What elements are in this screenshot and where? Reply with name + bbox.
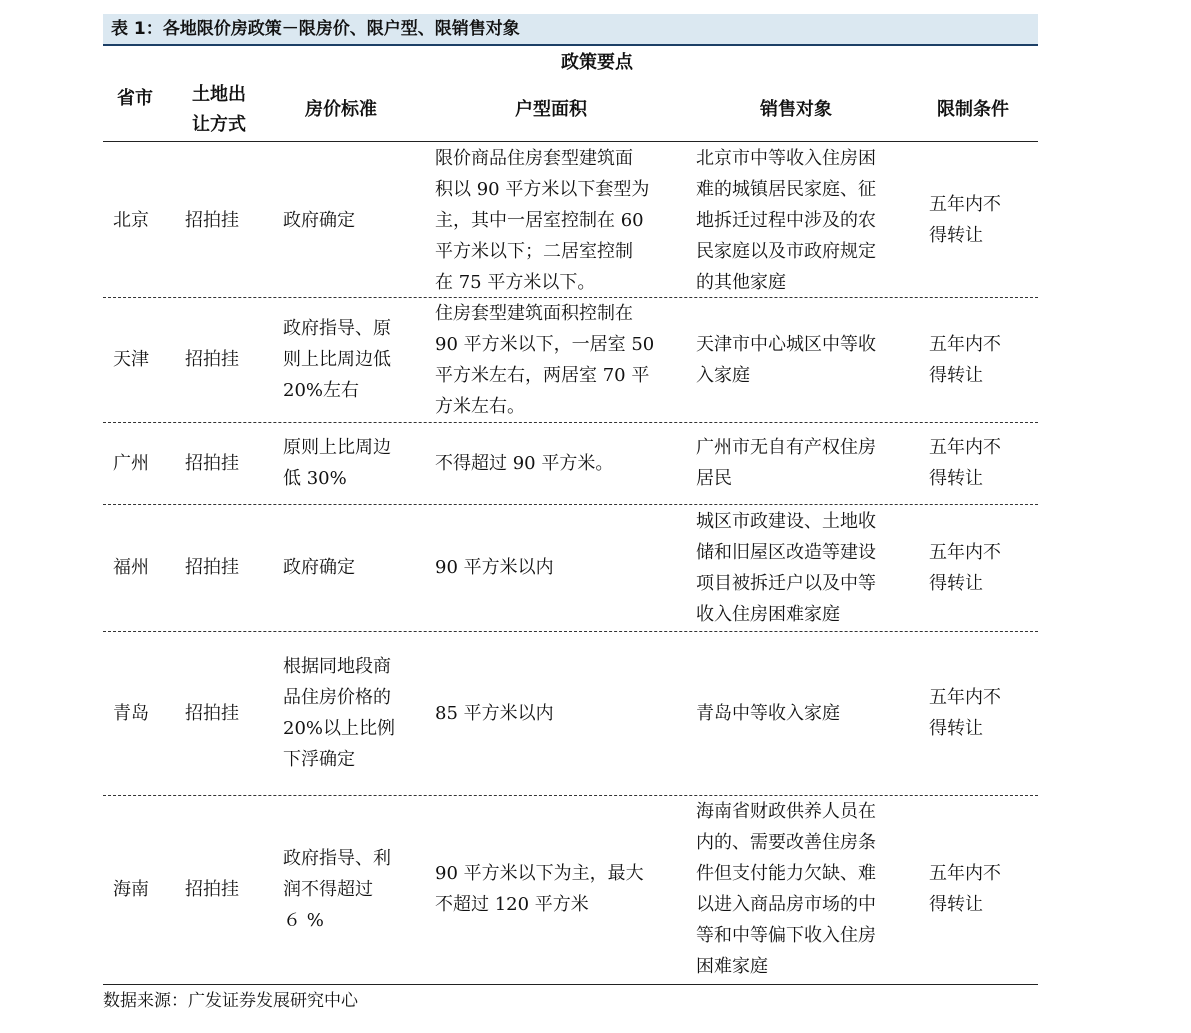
row-1-area-cell [435, 143, 649, 298]
row-3-land-line: 招拍挂 [185, 453, 239, 474]
row-1-city-line: 北京 [113, 210, 149, 231]
row-4-city-cell [113, 552, 149, 583]
row-5-area-cell [435, 698, 554, 729]
row-6-price-line: ６ % [283, 910, 324, 931]
row-4-price-line: 政府确定 [283, 557, 355, 578]
table-bottom-rule [103, 984, 1038, 985]
row-1-area-line: 主，其中一居室控制在 60 [435, 210, 644, 231]
row-divider [103, 422, 1038, 423]
row-4-restriction-line: 得转让 [929, 573, 983, 594]
row-4-city-line: 福州 [113, 557, 149, 578]
row-6-area-line: 90 平方米以下为主，最大 [435, 863, 644, 884]
row-4-target-line: 城区市政建设、土地收 [696, 511, 876, 532]
row-5-target-cell [696, 698, 840, 729]
header-land-method-line-2: 让方式 [192, 114, 246, 135]
row-divider [103, 795, 1038, 796]
row-5-restriction-cell [929, 682, 1001, 744]
row-3-area-cell [435, 448, 613, 479]
row-1-target-line: 北京市中等收入住房困 [696, 148, 876, 169]
row-3-city-line: 广州 [113, 453, 149, 474]
row-2-city-cell [113, 344, 149, 375]
row-6-area-cell [435, 858, 644, 920]
row-3-land-cell [185, 448, 239, 479]
row-2-price-line: 20%左右 [283, 380, 360, 401]
table-title: 表 1：各地限价房政策－限房价、限户型、限销售对象 [103, 14, 1038, 46]
row-4-area-cell [435, 552, 554, 583]
row-1-area-line: 限价商品住房套型建筑面 [435, 148, 633, 169]
row-1-land-cell [185, 205, 239, 236]
row-2-price-line: 政府指导、原 [283, 318, 391, 339]
row-6-land-cell [185, 874, 239, 905]
row-2-price-cell [283, 313, 391, 406]
row-1-restriction-cell [929, 189, 1001, 251]
row-1-area-line: 积以 90 平方米以下套型为 [435, 179, 650, 200]
row-6-restriction-line: 得转让 [929, 894, 983, 915]
row-5-restriction-line: 五年内不 [929, 687, 1001, 708]
row-2-land-line: 招拍挂 [185, 349, 239, 370]
row-1-target-line: 的其他家庭 [696, 272, 786, 293]
row-5-restriction-line: 得转让 [929, 718, 983, 739]
row-3-restriction-cell [929, 432, 1001, 494]
row-2-target-line: 天津市中心城区中等收 [696, 334, 876, 355]
header-sales-target: 销售对象 [760, 99, 832, 120]
row-5-price-cell [283, 651, 395, 775]
header-price-standard: 房价标准 [305, 99, 377, 120]
header-land-method [192, 80, 246, 140]
row-2-area-cell [435, 298, 654, 422]
row-3-target-cell [696, 432, 876, 494]
row-6-restriction-line: 五年内不 [929, 863, 1001, 884]
row-6-price-cell [283, 843, 391, 936]
row-2-target-line: 入家庭 [696, 365, 750, 386]
row-1-price-line: 政府确定 [283, 210, 355, 231]
row-1-land-line: 招拍挂 [185, 210, 239, 231]
row-6-target-line: 以进入商品房市场的中 [696, 894, 876, 915]
row-5-city-line: 青岛 [113, 703, 149, 724]
row-1-target-line: 难的城镇居民家庭、征 [696, 179, 876, 200]
row-4-restriction-cell [929, 537, 1001, 599]
row-1-target-cell [696, 143, 876, 298]
row-2-area-line: 90 平方米以下，一居室 50 [435, 334, 655, 355]
row-6-target-cell [696, 796, 876, 982]
header-policy-points: 政策要点 [561, 52, 633, 73]
row-5-price-line: 下浮确定 [283, 749, 355, 770]
header-restriction: 限制条件 [937, 99, 1009, 120]
row-2-restriction-line: 五年内不 [929, 334, 1001, 355]
row-2-area-line: 住房套型建筑面积控制在 [435, 303, 633, 324]
row-3-target-line: 广州市无自有产权住房 [696, 437, 876, 458]
row-2-target-cell [696, 329, 876, 391]
row-1-restriction-line: 得转让 [929, 225, 983, 246]
row-6-target-line: 海南省财政供养人员在 [696, 801, 876, 822]
row-4-target-line: 收入住房困难家庭 [696, 604, 840, 625]
row-4-price-cell [283, 552, 355, 583]
row-6-target-line: 等和中等偏下收入住房 [696, 925, 876, 946]
header-divider [103, 141, 1038, 142]
row-2-city-line: 天津 [113, 349, 149, 370]
row-6-area-line: 不超过 120 平方米 [435, 894, 589, 915]
row-3-price-cell [283, 432, 391, 494]
header-unit-area: 户型面积 [515, 99, 587, 120]
row-divider [103, 631, 1038, 632]
row-5-land-cell [185, 698, 239, 729]
row-2-area-line: 方米左右。 [435, 396, 525, 417]
row-4-area-line: 90 平方米以内 [435, 557, 554, 578]
row-6-restriction-cell [929, 858, 1001, 920]
header-province: 省市 [117, 88, 153, 109]
row-3-target-line: 居民 [696, 468, 732, 489]
row-4-target-cell [696, 506, 876, 630]
row-3-city-cell [113, 448, 149, 479]
row-5-land-line: 招拍挂 [185, 703, 239, 724]
row-1-price-cell [283, 205, 355, 236]
header-land-method-line-1: 土地出 [192, 84, 246, 105]
row-4-land-line: 招拍挂 [185, 557, 239, 578]
row-2-area-line: 平方米左右，两居室 70 平 [435, 365, 650, 386]
row-3-price-line: 低 30% [283, 468, 347, 489]
row-4-target-line: 项目被拆迁户以及中等 [696, 573, 876, 594]
row-3-restriction-line: 五年内不 [929, 437, 1001, 458]
row-3-restriction-line: 得转让 [929, 468, 983, 489]
row-6-target-line: 内的、需要改善住房条 [696, 832, 876, 853]
row-5-price-line: 20%以上比例 [283, 718, 396, 739]
row-divider [103, 504, 1038, 505]
row-6-city-cell [113, 874, 149, 905]
row-2-land-cell [185, 344, 239, 375]
row-6-price-line: 政府指导、利 [283, 848, 391, 869]
row-4-land-cell [185, 552, 239, 583]
row-1-target-line: 地拆迁过程中涉及的农 [696, 210, 876, 231]
row-5-area-line: 85 平方米以内 [435, 703, 554, 724]
row-3-price-line: 原则上比周边 [283, 437, 391, 458]
row-5-target-line: 青岛中等收入家庭 [696, 703, 840, 724]
data-source-note: 数据来源：广发证券发展研究中心 [103, 991, 358, 1011]
row-6-land-line: 招拍挂 [185, 879, 239, 900]
row-4-restriction-line: 五年内不 [929, 542, 1001, 563]
row-6-target-line: 件但支付能力欠缺、难 [696, 863, 876, 884]
row-4-target-line: 储和旧屋区改造等建设 [696, 542, 876, 563]
row-5-price-line: 品住房价格的 [283, 687, 391, 708]
row-1-area-line: 平方米以下；二居室控制 [435, 241, 633, 262]
row-6-target-line: 困难家庭 [696, 956, 768, 977]
row-1-target-line: 民家庭以及市政府规定 [696, 241, 876, 262]
row-6-city-line: 海南 [113, 879, 149, 900]
row-6-price-line: 润不得超过 [283, 879, 373, 900]
row-5-price-line: 根据同地段商 [283, 656, 391, 677]
row-5-city-cell [113, 698, 149, 729]
row-1-area-line: 在 75 平方米以下。 [435, 272, 596, 293]
row-1-city-cell [113, 205, 149, 236]
row-1-restriction-line: 五年内不 [929, 194, 1001, 215]
row-2-restriction-cell [929, 329, 1001, 391]
row-3-area-line: 不得超过 90 平方米。 [435, 453, 614, 474]
row-2-price-line: 则上比周边低 [283, 349, 391, 370]
row-2-restriction-line: 得转让 [929, 365, 983, 386]
